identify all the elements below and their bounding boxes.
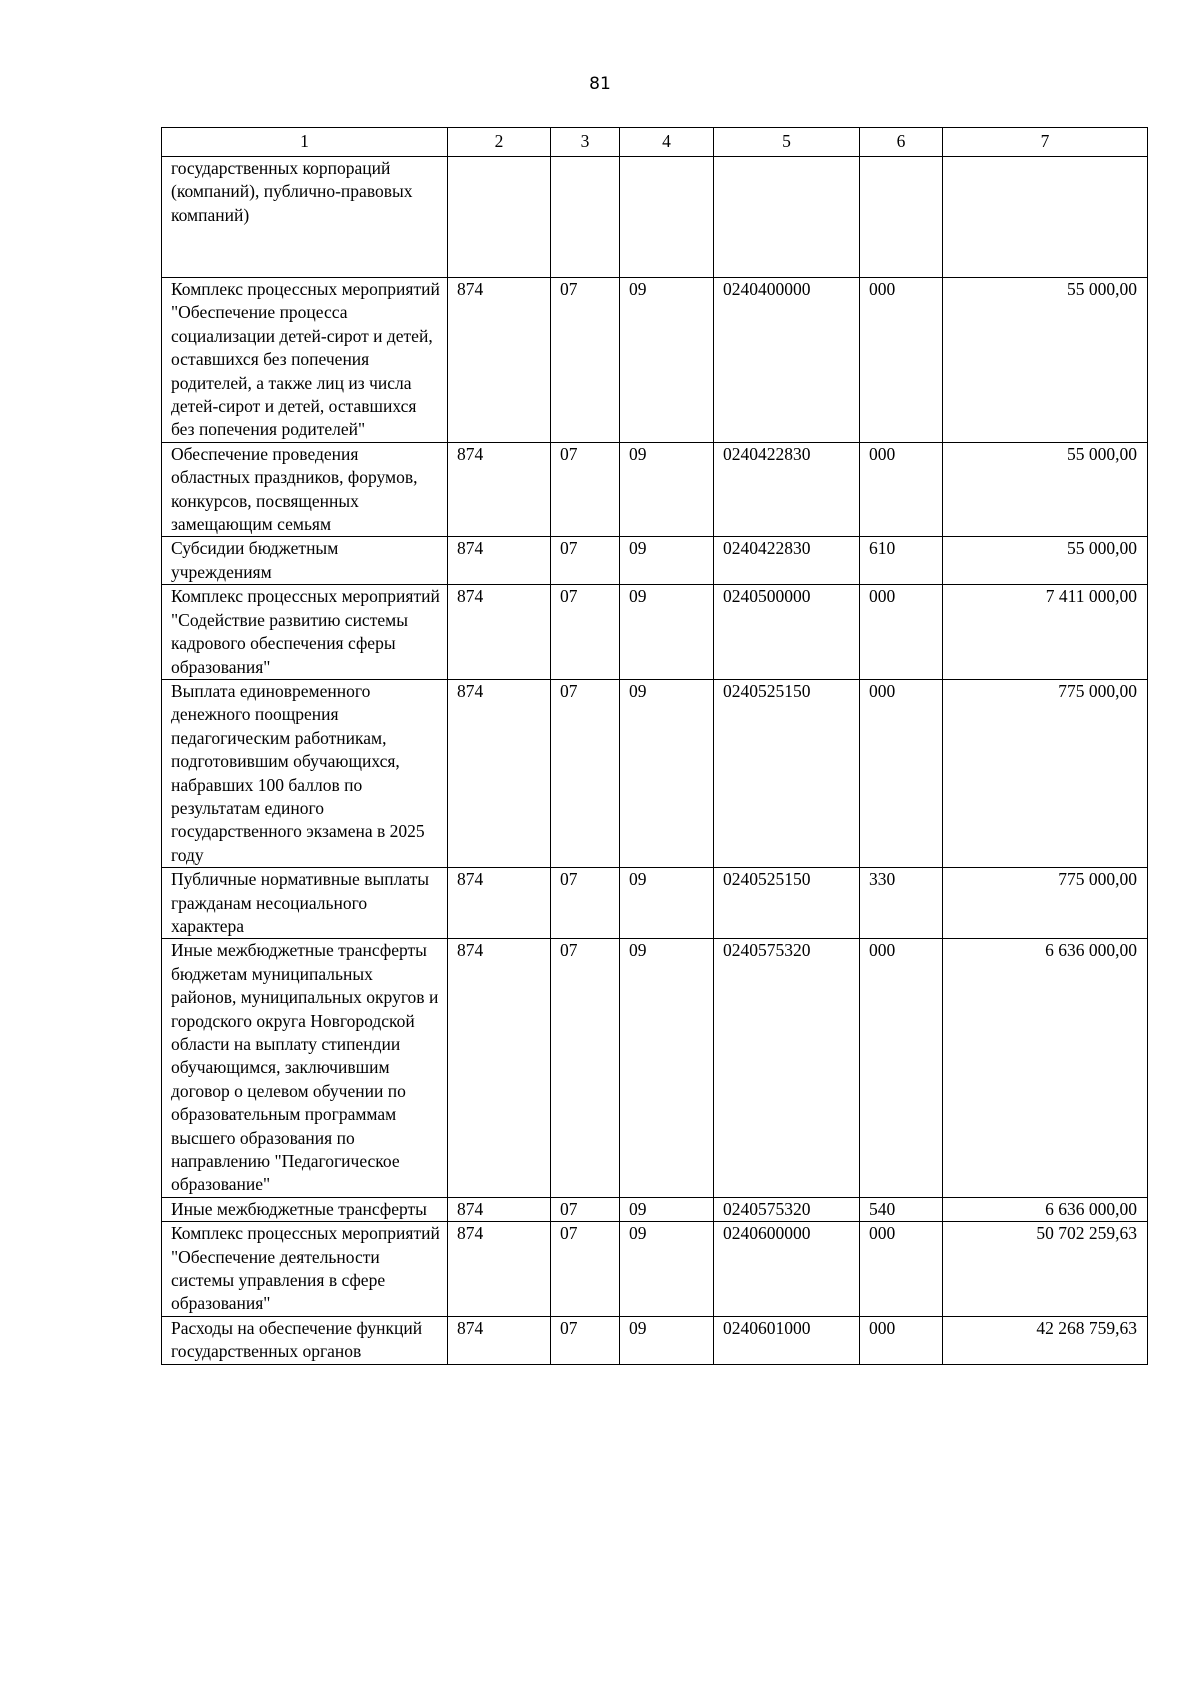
table-row (162, 1222, 1148, 1317)
cell-code: 09 (620, 868, 714, 939)
table-row (162, 1316, 1148, 1364)
cell-code (620, 157, 714, 278)
cell-amount: 7 411 000,00 (943, 585, 1148, 680)
cell-code: 874 (448, 1222, 551, 1317)
cell-code: 09 (620, 278, 714, 443)
cell-code: 09 (620, 537, 714, 585)
cell-name: государственных корпораций (компаний), публично-правовых компаний) (162, 157, 448, 278)
cell-amount (943, 157, 1148, 278)
cell-name: Комплекс процессных мероприятий "Содействие развитию системы кадрового обеспечения сферы образования" (162, 585, 448, 680)
table-row (162, 868, 1148, 939)
cell-amount: 775 000,00 (943, 868, 1148, 939)
budget-table (161, 127, 1148, 1365)
cell-code: 0240422830 (714, 537, 860, 585)
cell-code: 09 (620, 939, 714, 1197)
cell-code: 874 (448, 679, 551, 867)
cell-code: 540 (860, 1197, 943, 1221)
cell-code: 09 (620, 679, 714, 867)
cell-code (448, 157, 551, 278)
table-row (162, 1197, 1148, 1221)
cell-code: 330 (860, 868, 943, 939)
cell-code: 09 (620, 1316, 714, 1364)
cell-code: 09 (620, 1197, 714, 1221)
cell-code: 000 (860, 939, 943, 1197)
cell-code: 07 (551, 1197, 620, 1221)
table-row (162, 278, 1148, 443)
cell-name: Публичные нормативные выплаты гражданам несоциального характера (162, 868, 448, 939)
cell-code: 000 (860, 1222, 943, 1317)
cell-name: Иные межбюджетные трансферты бюджетам муниципальных районов, муниципальных округов и городского округа Новгородской области на выплату стипендии обучающимся, заключившим договор о целевом обучении по образовательным программам высшего образования по направлению "Педагогическое образование" (162, 939, 448, 1197)
cell-code: 000 (860, 1316, 943, 1364)
cell-name: Иные межбюджетные трансферты (162, 1197, 448, 1221)
cell-code: 874 (448, 585, 551, 680)
cell-amount: 50 702 259,63 (943, 1222, 1148, 1317)
cell-code: 09 (620, 585, 714, 680)
column-header: 1 (162, 128, 448, 157)
cell-name: Комплекс процессных мероприятий "Обеспечение процесса социализации детей-сирот и детей, оставшихся без попечения родителей, а также лиц из числа детей-сирот и детей, оставшихся без попечения родителей" (162, 278, 448, 443)
cell-amount: 55 000,00 (943, 537, 1148, 585)
cell-code: 09 (620, 442, 714, 537)
cell-name: Комплекс процессных мероприятий "Обеспечение деятельности системы управления в сфере образования" (162, 1222, 448, 1317)
column-header: 4 (620, 128, 714, 157)
cell-code: 0240525150 (714, 868, 860, 939)
cell-code (714, 157, 860, 278)
cell-code: 0240422830 (714, 442, 860, 537)
cell-code: 09 (620, 1222, 714, 1317)
cell-amount: 55 000,00 (943, 442, 1148, 537)
column-header: 7 (943, 128, 1148, 157)
column-header: 3 (551, 128, 620, 157)
cell-code: 874 (448, 537, 551, 585)
cell-code (860, 157, 943, 278)
table-row (162, 679, 1148, 867)
page-number: 81 (589, 74, 611, 94)
cell-name: Выплата единовременного денежного поощрения педагогическим работникам, подготовившим обучающихся, набравших 100 баллов по результатам единого государственного экзамена в 2025 году (162, 679, 448, 867)
cell-name: Расходы на обеспечение функций государственных органов (162, 1316, 448, 1364)
cell-code: 874 (448, 1316, 551, 1364)
cell-code: 07 (551, 1316, 620, 1364)
cell-code: 07 (551, 278, 620, 443)
cell-code: 07 (551, 868, 620, 939)
cell-code (551, 157, 620, 278)
table-row (162, 537, 1148, 585)
cell-code: 0240600000 (714, 1222, 860, 1317)
column-header: 6 (860, 128, 943, 157)
cell-code: 0240500000 (714, 585, 860, 680)
cell-amount: 55 000,00 (943, 278, 1148, 443)
cell-code: 0240525150 (714, 679, 860, 867)
cell-code: 07 (551, 442, 620, 537)
cell-code: 874 (448, 939, 551, 1197)
cell-name: Субсидии бюджетным учреждениям (162, 537, 448, 585)
table-row (162, 939, 1148, 1197)
cell-code: 0240400000 (714, 278, 860, 443)
cell-code: 000 (860, 278, 943, 443)
cell-code: 874 (448, 1197, 551, 1221)
cell-amount: 6 636 000,00 (943, 939, 1148, 1197)
cell-code: 0240575320 (714, 1197, 860, 1221)
cell-code: 07 (551, 537, 620, 585)
cell-code: 874 (448, 868, 551, 939)
cell-name: Обеспечение проведения областных праздников, форумов, конкурсов, посвященных замещающим семьям (162, 442, 448, 537)
table-row (162, 585, 1148, 680)
cell-code: 000 (860, 442, 943, 537)
cell-code: 07 (551, 679, 620, 867)
cell-code: 0240601000 (714, 1316, 860, 1364)
cell-code: 000 (860, 585, 943, 680)
cell-code: 07 (551, 585, 620, 680)
cell-code: 000 (860, 679, 943, 867)
cell-code: 07 (551, 1222, 620, 1317)
column-header: 2 (448, 128, 551, 157)
cell-code: 0240575320 (714, 939, 860, 1197)
cell-amount: 6 636 000,00 (943, 1197, 1148, 1221)
cell-amount: 42 268 759,63 (943, 1316, 1148, 1364)
column-header: 5 (714, 128, 860, 157)
table-row (162, 442, 1148, 537)
cell-code: 07 (551, 939, 620, 1197)
table-header-row (162, 128, 1148, 157)
table-row (162, 157, 1148, 278)
cell-code: 874 (448, 278, 551, 443)
cell-code: 610 (860, 537, 943, 585)
cell-code: 874 (448, 442, 551, 537)
cell-amount: 775 000,00 (943, 679, 1148, 867)
